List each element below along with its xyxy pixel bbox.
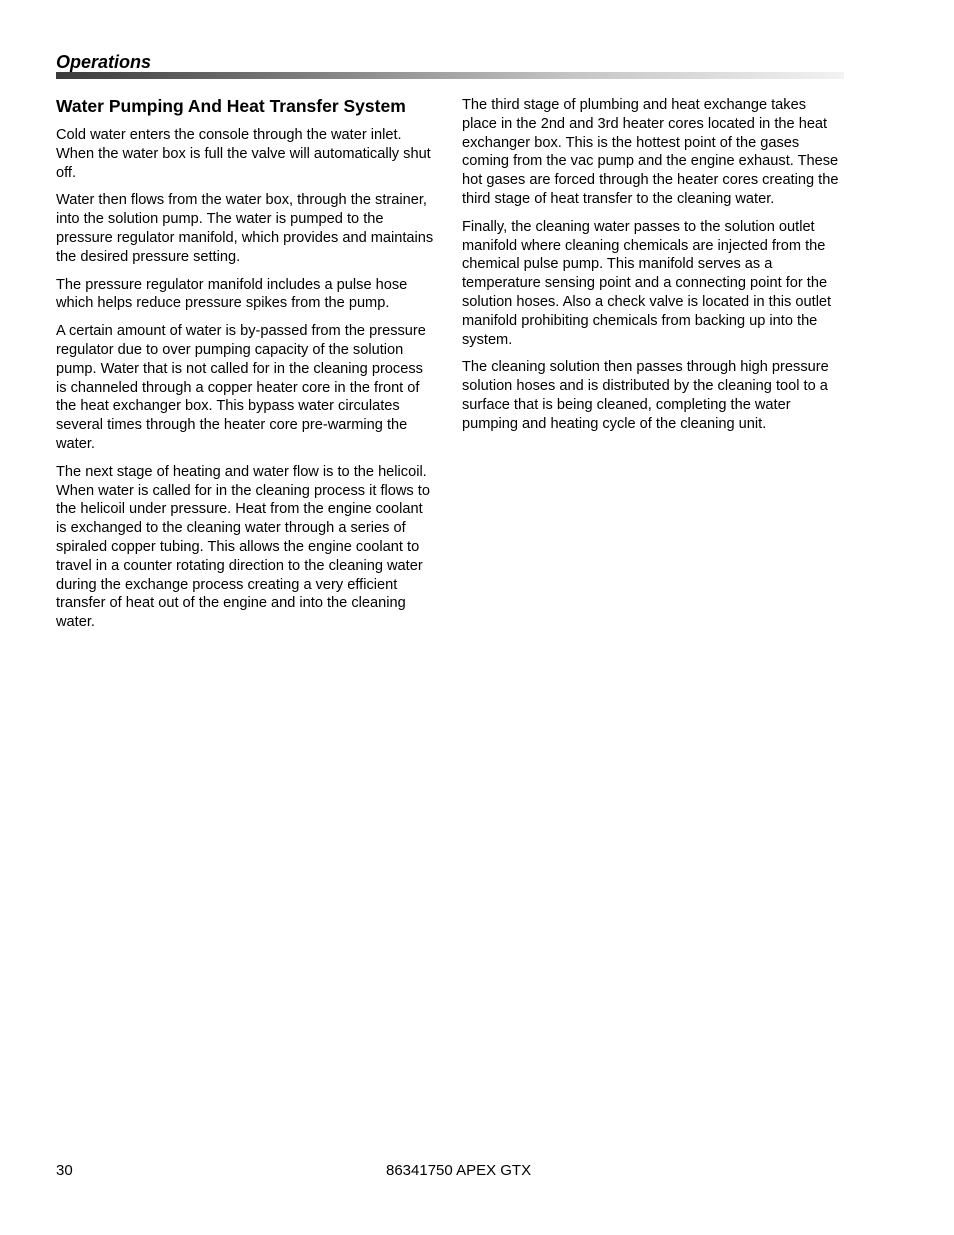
right-column (462, 96, 844, 443)
page-number: 30 (56, 1162, 73, 1179)
paragraph-outlet-manifold: Finally, the cleaning water passes to the solution outlet manifold where cleaning chemicals are injected from the chemical pulse pump. This manifold serves as a temperature sensing point and a connecting point for the solution hoses. Also a check valve is located in this outlet manifold prohibiting chemicals from backing up into the system. (462, 218, 832, 348)
paragraph-cleaning-solution: The cleaning solution then passes through high pressure solution hoses and is distributed by the cleaning tool to a surface that is being cleaned, completing the water pumping and heating cycle of the cleaning unit. (462, 359, 829, 432)
paragraph-pulse-hose: The pressure regulator manifold includes a pulse hose which helps reduce pressure spikes from the pump. (56, 276, 408, 312)
header-divider (56, 72, 844, 79)
document-id: 86341750 APEX GTX (386, 1162, 532, 1179)
left-column (56, 95, 436, 641)
paragraph-solution-pump: Water then flows from the water box, through the strainer, into the solution pump. The water is pumped to the pressure regulator manifold, which provides and maintains the desired pressure setting. (56, 192, 434, 265)
section-heading: Water Pumping And Heat Transfer System (56, 96, 406, 116)
paragraph-third-stage: The third stage of plumbing and heat exchange takes place in the 2nd and 3rd heater cores located in the heat exchanger box. This is the hottest point of the gases coming from the vac pump and the engine exhaust. These hot gases are forced through the heater cores creating the third stage of heat transfer to the cleaning water. (462, 97, 839, 207)
paragraph-water-inlet: Cold water enters the console through the water inlet. When the water box is full the valve will automatically shut off. (56, 127, 431, 181)
paragraph-helicoil: The next stage of heating and water flow is to the helicoil. When water is called for in the cleaning process it flows to the helicoil under pressure. Heat from the engine coolant is exchanged to the cleaning water through a series of spiraled copper tubing. This allows the engine coolant to travel in a counter rotating direction to the cleaning water during the exchange process creating a very efficient transfer of heat out of the engine and into the cleaning water. (56, 463, 430, 631)
paragraph-bypass-water: A certain amount of water is by-passed from the pressure regulator due to over pumping capacity of the solution pump. Water that is not called for in the cleaning process is channeled through a copper heater core in the front of the heat exchanger box. This bypass water circulates several times through the heater core pre-warming the water. (56, 323, 426, 452)
section-title: Operations (56, 52, 152, 72)
